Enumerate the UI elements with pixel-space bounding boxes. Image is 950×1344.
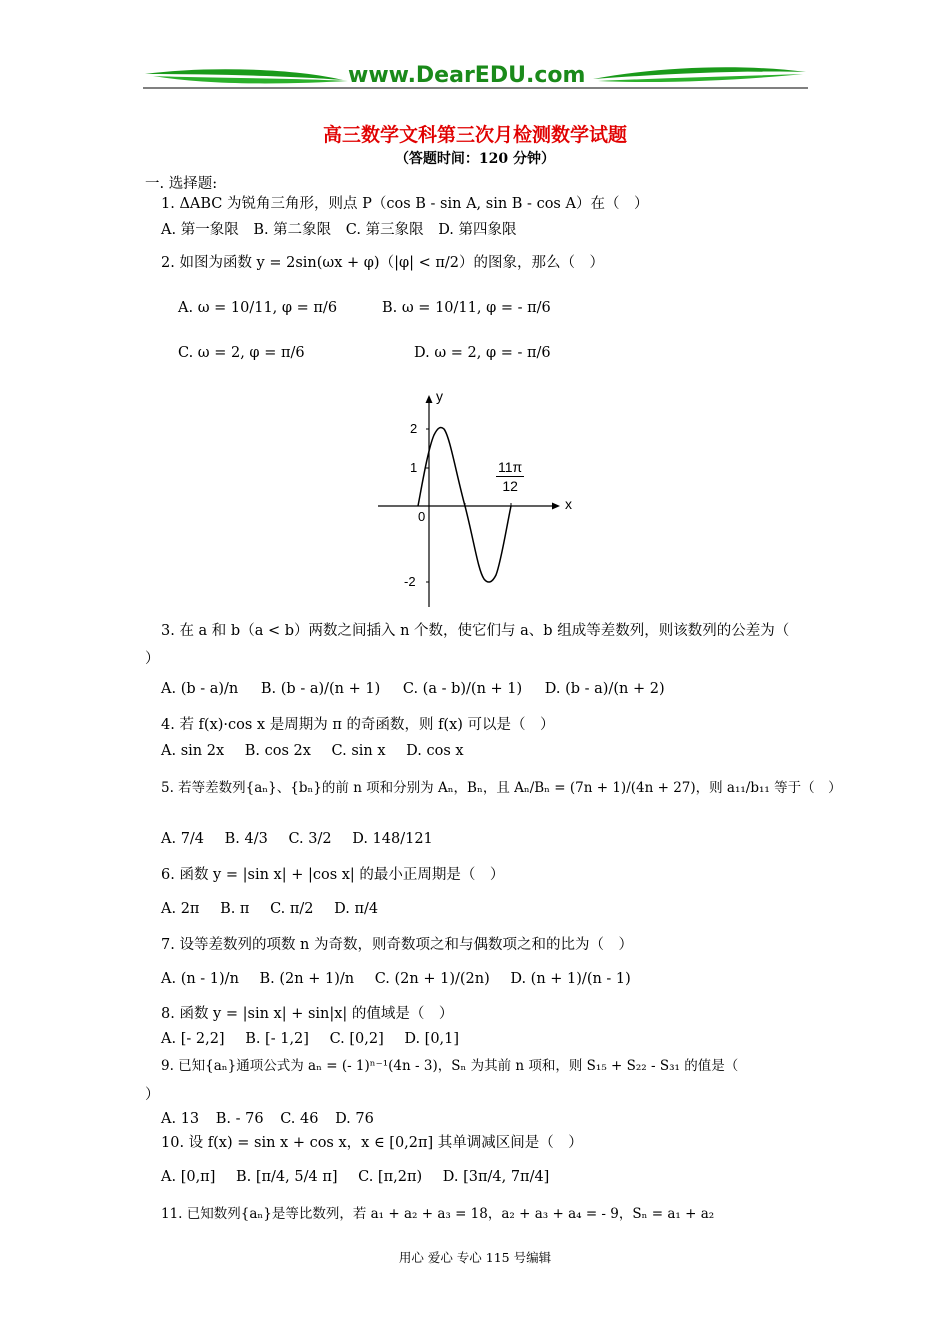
q3-option-c: C. (a - b)/(n + 1) xyxy=(402,681,523,697)
q4-option-b: B. cos 2x xyxy=(244,743,311,759)
question-3-options xyxy=(161,680,665,698)
question-5-options xyxy=(161,830,433,848)
q6-option-a: A. 2π xyxy=(161,901,200,917)
q2-option-c: C. ω = 2, φ = π/6 xyxy=(178,345,305,361)
section-heading: 一. 选择题: xyxy=(145,176,218,192)
q4-option-d: D. cos x xyxy=(406,743,464,759)
question-8-options xyxy=(161,1030,459,1048)
q7-option-b: B. (2n + 1)/n xyxy=(259,971,355,987)
q1-option-b: B. 第二象限 xyxy=(253,222,332,238)
q2-option-b: B. ω = 10/11, φ = - π/6 xyxy=(382,300,551,316)
sine-curve xyxy=(418,427,511,582)
q10-option-d: D. [3π/4, 7π/4] xyxy=(442,1169,550,1185)
page-footer: 用心 爱心 专心 115 号编辑 xyxy=(398,1250,552,1265)
q10-option-b: B. [π/4, 5/4 π] xyxy=(235,1169,338,1185)
q2-option-a: A. ω = 10/11, φ = π/6 xyxy=(178,300,338,316)
q7-option-d: D. (n + 1)/(n - 1) xyxy=(510,971,631,987)
question-3: 3. 在 a 和 b（a < b）两数之间插入 n 个数，使它们与 a、b 组成等差数列，则该数列的公差为（ xyxy=(161,623,790,639)
question-9-end: ） xyxy=(145,1087,160,1103)
graph-tick-2: 2 xyxy=(410,421,418,436)
q7-option-a: A. (n - 1)/n xyxy=(161,971,239,987)
graph-tick-1: 1 xyxy=(410,460,418,475)
q9-option-a: A. 13 xyxy=(161,1111,200,1127)
question-4: 4. 若 f(x)·cos x 是周期为 π 的奇函数，则 f(x) 可以是（ ） xyxy=(161,717,555,733)
header-banner xyxy=(143,60,808,94)
page-title: 高三数学文科第三次月检测数学试题 xyxy=(322,124,627,146)
question-8: 8. 函数 y = |sin x| + sin|x| 的值域是（ ） xyxy=(161,1006,454,1022)
q1-option-a: A. 第一象限 xyxy=(161,222,239,238)
q5-option-d: D. 148/121 xyxy=(352,831,433,847)
q1-option-c: C. 第三象限 xyxy=(345,222,424,238)
q3-option-d: D. (b - a)/(n + 2) xyxy=(544,681,665,697)
question-10-options xyxy=(161,1168,549,1186)
site-name: www.DearEDU.com xyxy=(348,63,586,88)
question-7-options xyxy=(161,970,631,988)
graph-tick-0: 0 xyxy=(418,509,426,524)
graph-tick-neg2: -2 xyxy=(404,574,416,589)
q7-option-c: C. (2n + 1)/(2n) xyxy=(374,971,490,987)
q5-option-b: B. 4/3 xyxy=(224,831,268,847)
q4-option-a: A. sin 2x xyxy=(161,743,225,759)
q5-option-a: A. 7/4 xyxy=(161,831,205,847)
sine-graph xyxy=(370,385,590,610)
page-subtitle: （答题时间：120 分钟） xyxy=(394,151,556,167)
q2-option-d: D. ω = 2, φ = - π/6 xyxy=(414,345,551,361)
q4-option-c: C. sin x xyxy=(331,743,386,759)
q8-option-d: D. [0,1] xyxy=(404,1031,460,1047)
question-10: 10. 设 f(x) = sin x + cos x，x ∈ [0,2π] 其单调减区间是（ ） xyxy=(161,1135,583,1151)
question-1-options xyxy=(161,221,517,239)
question-3-end: ） xyxy=(145,651,160,667)
question-4-options xyxy=(161,742,464,760)
graph-y-label: y xyxy=(436,388,443,404)
question-11: 11. 已知数列{aₙ}是等比数列，若 a₁ + a₂ + a₃ = 18，a₂ + a₃ + a₄ = - 9，Sₙ = a₁ + a₂ xyxy=(161,1206,715,1222)
graph-x-label: x xyxy=(565,496,572,512)
question-9: 9. 已知{aₙ}通项公式为 aₙ = (- 1)ⁿ⁻¹(4n - 3)，Sₙ 为其前 n 项和，则 S₁₅ + S₂₂ - S₃₁ 的值是（ xyxy=(161,1058,739,1074)
question-5: 5. 若等差数列{aₙ}、{bₙ}的前 n 项和分别为 Aₙ，Bₙ，且 Aₙ/Bₙ = (7n + 1)/(4n + 27)，则 a₁₁/b₁₁ 等于（ ） xyxy=(161,780,842,796)
question-1: 1. ΔABC 为锐角三角形，则点 P（cos B - sin A, sin B - cos A）在（ ） xyxy=(161,196,649,212)
q9-option-c: C. 46 xyxy=(280,1111,319,1127)
q6-option-c: C. π/2 xyxy=(270,901,314,917)
graph-annotation: 11π 12 xyxy=(498,459,523,494)
x-axis-arrow xyxy=(552,503,560,510)
q3-option-a: A. (b - a)/n xyxy=(161,681,239,697)
question-9-options xyxy=(161,1110,374,1128)
q5-option-c: C. 3/2 xyxy=(288,831,332,847)
q8-option-c: C. [0,2] xyxy=(329,1031,384,1047)
q6-option-b: B. π xyxy=(220,901,250,917)
q9-option-b: B. - 76 xyxy=(215,1111,264,1127)
y-axis-arrow xyxy=(426,395,433,403)
question-6: 6. 函数 y = |sin x| + |cos x| 的最小正周期是（ ） xyxy=(161,867,505,883)
q10-option-c: C. [π,2π) xyxy=(358,1169,423,1185)
q8-option-b: B. [- 1,2] xyxy=(245,1031,309,1047)
q9-option-d: D. 76 xyxy=(335,1111,374,1127)
question-2: 2. 如图为函数 y = 2sin(ωx + φ)（|φ| < π/2）的图象，那么（ ） xyxy=(161,255,605,271)
q8-option-a: A. [- 2,2] xyxy=(161,1031,225,1047)
q1-option-d: D. 第四象限 xyxy=(438,222,517,238)
q6-option-d: D. π/4 xyxy=(334,901,379,917)
question-6-options xyxy=(161,900,378,918)
q3-option-b: B. (b - a)/(n + 1) xyxy=(260,681,381,697)
question-7: 7. 设等差数列的项数 n 为奇数，则奇数项之和与偶数项之和的比为（ ） xyxy=(161,937,633,953)
q10-option-a: A. [0,π] xyxy=(161,1169,216,1185)
